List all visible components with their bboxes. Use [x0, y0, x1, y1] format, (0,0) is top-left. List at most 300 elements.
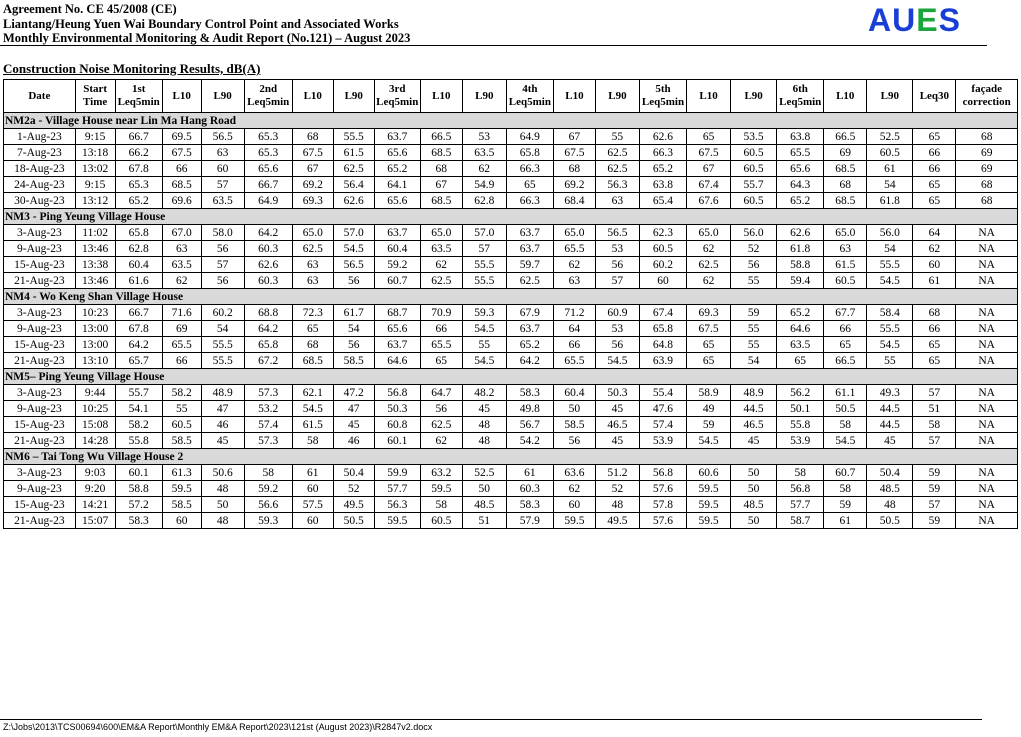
table-cell: 65.6 — [777, 161, 824, 177]
table-cell: 58 — [913, 417, 956, 433]
table-row — [4, 241, 1018, 257]
table-cell: 55 — [462, 337, 506, 353]
column-header: Date — [4, 80, 76, 113]
table-cell: 50.3 — [595, 385, 639, 401]
table-cell: 67 — [553, 129, 595, 145]
table-cell: 15-Aug-23 — [4, 417, 76, 433]
table-cell: 59.9 — [374, 465, 420, 481]
table-cell: 58.5 — [162, 497, 201, 513]
table-cell: 65.3 — [115, 177, 162, 193]
table-cell: 65 — [687, 129, 731, 145]
table-cell: 54.5 — [292, 401, 333, 417]
report-header — [3, 2, 410, 46]
table-cell: 44.5 — [867, 417, 913, 433]
table-cell: 9-Aug-23 — [4, 401, 76, 417]
table-cell: 65.2 — [639, 161, 686, 177]
table-cell: 63.5 — [201, 193, 244, 209]
table-cell: 58 — [420, 497, 462, 513]
table-cell: 68 — [956, 129, 1018, 145]
table-cell: 50.1 — [777, 401, 824, 417]
column-header: L90 — [201, 80, 244, 113]
column-header: L10 — [292, 80, 333, 113]
table-cell: 71.2 — [553, 305, 595, 321]
table-cell: 59.4 — [777, 273, 824, 289]
table-cell: 63.9 — [639, 353, 686, 369]
table-cell: 65.2 — [777, 193, 824, 209]
table-cell: 56 — [333, 273, 374, 289]
table-cell: 60.5 — [420, 513, 462, 529]
table-cell: 62 — [553, 481, 595, 497]
table-cell: 61 — [824, 513, 867, 529]
table-cell: 62.5 — [333, 161, 374, 177]
table-cell: 63.8 — [777, 129, 824, 145]
table-cell: 48 — [867, 497, 913, 513]
table-cell: 56.5 — [595, 225, 639, 241]
table-cell: 15-Aug-23 — [4, 497, 76, 513]
header-row — [4, 80, 1018, 113]
table-cell: 66.5 — [420, 129, 462, 145]
table-cell: 58 — [824, 417, 867, 433]
table-cell: 48.5 — [867, 481, 913, 497]
table-cell: 68.5 — [824, 193, 867, 209]
table-cell: 54.5 — [867, 273, 913, 289]
table-cell: 9-Aug-23 — [4, 241, 76, 257]
table-cell: 67.5 — [553, 145, 595, 161]
section-title: NM5– Ping Yeung Village House — [4, 369, 1018, 385]
table-cell: 60.2 — [201, 305, 244, 321]
table-cell: 56.6 — [244, 497, 292, 513]
table-cell: 65.5 — [553, 353, 595, 369]
table-cell: 48.2 — [462, 385, 506, 401]
table-cell: 63 — [595, 193, 639, 209]
table-cell: 67.0 — [162, 225, 201, 241]
table-cell: 65 — [913, 353, 956, 369]
section-title: NM6 – Tai Tong Wu Village House 2 — [4, 449, 1018, 465]
table-cell: 64 — [913, 225, 956, 241]
table-cell: 65.5 — [162, 337, 201, 353]
table-cell: 53.9 — [639, 433, 686, 449]
table-cell: 57.6 — [639, 481, 686, 497]
column-header: L90 — [462, 80, 506, 113]
column-header: 2nd Leq5min — [244, 80, 292, 113]
table-cell: 57 — [913, 385, 956, 401]
table-cell: 61 — [867, 161, 913, 177]
table-cell: 62.5 — [595, 161, 639, 177]
table-row — [4, 465, 1018, 481]
table-cell: 56 — [553, 433, 595, 449]
table-cell: 66 — [824, 321, 867, 337]
table-cell: 57.6 — [639, 513, 686, 529]
table-cell: 62 — [162, 273, 201, 289]
table-cell: NA — [956, 273, 1018, 289]
table-cell: 55.5 — [201, 337, 244, 353]
table-cell: 64.6 — [374, 353, 420, 369]
table-cell: 63.7 — [374, 225, 420, 241]
table-cell: 52 — [333, 481, 374, 497]
table-cell: 59.7 — [506, 257, 553, 273]
table-cell: 59 — [687, 417, 731, 433]
table-cell: 59.5 — [420, 481, 462, 497]
table-cell: 65.0 — [553, 225, 595, 241]
table-cell: 55 — [162, 401, 201, 417]
column-header: 5th Leq5min — [639, 80, 686, 113]
table-cell: 65.6 — [374, 193, 420, 209]
table-cell: 62.5 — [506, 273, 553, 289]
table-cell: 68 — [292, 337, 333, 353]
table-row — [4, 257, 1018, 273]
table-cell: 46.5 — [595, 417, 639, 433]
table-cell: 60.1 — [115, 465, 162, 481]
table-cell: 63.6 — [553, 465, 595, 481]
table-cell: 62.5 — [420, 417, 462, 433]
table-cell: 66.3 — [506, 161, 553, 177]
table-cell: 65.3 — [244, 145, 292, 161]
table-cell: 65.0 — [824, 225, 867, 241]
table-cell: 58 — [777, 465, 824, 481]
table-row — [4, 401, 1018, 417]
column-header: L10 — [553, 80, 595, 113]
header-report-title: Monthly Environmental Monitoring & Audit Report (No.121) – August 2023 — [3, 31, 411, 45]
table-cell: 24-Aug-23 — [4, 177, 76, 193]
table-cell: 59 — [913, 513, 956, 529]
table-cell: 9:20 — [75, 481, 115, 497]
column-header: L90 — [731, 80, 777, 113]
table-cell: NA — [956, 225, 1018, 241]
table-cell: 60.3 — [244, 273, 292, 289]
table-cell: 58.3 — [506, 385, 553, 401]
table-cell: 67.5 — [162, 145, 201, 161]
table-cell: 52.5 — [462, 465, 506, 481]
table-cell: 63.7 — [506, 225, 553, 241]
table-cell: 60.9 — [595, 305, 639, 321]
table-cell: 59 — [824, 497, 867, 513]
table-row — [4, 321, 1018, 337]
table-cell: 65.0 — [420, 225, 462, 241]
table-cell: 54.5 — [687, 433, 731, 449]
table-cell: 68 — [292, 129, 333, 145]
noise-results-table — [3, 79, 1018, 529]
table-cell: 57.7 — [374, 481, 420, 497]
table-cell: 30-Aug-23 — [4, 193, 76, 209]
table-row — [4, 129, 1018, 145]
table-cell: 45 — [201, 433, 244, 449]
table-row — [4, 145, 1018, 161]
table-row — [4, 513, 1018, 529]
table-cell: 65 — [506, 177, 553, 193]
table-cell: 48.9 — [731, 385, 777, 401]
table-row — [4, 385, 1018, 401]
table-cell: 67 — [687, 161, 731, 177]
table-cell: 63 — [292, 273, 333, 289]
table-cell: 55.5 — [462, 257, 506, 273]
table-cell: 57.4 — [244, 417, 292, 433]
table-cell: 57.0 — [462, 225, 506, 241]
table-cell: 55 — [731, 273, 777, 289]
table-cell: 63 — [292, 257, 333, 273]
table-cell: 58.3 — [115, 513, 162, 529]
table-cell: 54 — [867, 177, 913, 193]
table-cell: 60 — [913, 257, 956, 273]
table-cell: 58.5 — [162, 433, 201, 449]
table-cell: 60 — [639, 273, 686, 289]
table-row — [4, 417, 1018, 433]
table-cell: 68.5 — [824, 161, 867, 177]
table-cell: 61.1 — [824, 385, 867, 401]
table-cell: 64.2 — [244, 321, 292, 337]
table-cell: 55.4 — [639, 385, 686, 401]
table-cell: 60.6 — [687, 465, 731, 481]
table-cell: 62.5 — [292, 241, 333, 257]
table-cell: 48 — [595, 497, 639, 513]
table-cell: 55 — [595, 129, 639, 145]
table-cell: NA — [956, 433, 1018, 449]
table-cell: 56.0 — [731, 225, 777, 241]
table-cell: 46.5 — [731, 417, 777, 433]
table-cell: 59.2 — [244, 481, 292, 497]
table-cell: 48 — [462, 417, 506, 433]
table-cell: 3-Aug-23 — [4, 225, 76, 241]
table-cell: 50 — [731, 513, 777, 529]
table-cell: 48.5 — [731, 497, 777, 513]
table-cell: 55 — [731, 337, 777, 353]
table-cell: 69.2 — [292, 177, 333, 193]
table-cell: 53.2 — [244, 401, 292, 417]
table-cell: 66.7 — [115, 129, 162, 145]
table-cell: NA — [956, 513, 1018, 529]
table-cell: 66 — [913, 145, 956, 161]
table-cell: 69.3 — [687, 305, 731, 321]
table-cell: 61 — [292, 465, 333, 481]
table-cell: 62.6 — [777, 225, 824, 241]
table-cell: 14:28 — [75, 433, 115, 449]
section-title: NM2a - Village House near Lin Ma Hang Road — [4, 113, 1018, 129]
table-cell: 44.5 — [731, 401, 777, 417]
table-cell: 48.5 — [462, 497, 506, 513]
table-row — [4, 433, 1018, 449]
table-cell: NA — [956, 481, 1018, 497]
table-cell: 13:46 — [75, 241, 115, 257]
table-cell: 55.5 — [333, 129, 374, 145]
table-cell: 60.8 — [374, 417, 420, 433]
table-cell: 65.0 — [687, 225, 731, 241]
table-row — [4, 497, 1018, 513]
table-row — [4, 337, 1018, 353]
aues-logo — [868, 3, 961, 37]
table-cell: 61 — [506, 465, 553, 481]
table-cell: 50.6 — [201, 465, 244, 481]
table-cell: 63.7 — [374, 337, 420, 353]
table-row — [4, 193, 1018, 209]
table-cell: 66 — [162, 353, 201, 369]
table-cell: 60 — [201, 161, 244, 177]
table-cell: 66 — [913, 161, 956, 177]
table-cell: 48.9 — [201, 385, 244, 401]
table-cell: 13:38 — [75, 257, 115, 273]
section-row — [4, 449, 1018, 465]
section-row — [4, 289, 1018, 305]
table-cell: 65.7 — [115, 353, 162, 369]
table-cell: NA — [956, 337, 1018, 353]
table-cell: 52 — [595, 481, 639, 497]
table-cell: 65.2 — [777, 305, 824, 321]
table-cell: 54 — [201, 321, 244, 337]
table-cell: 45 — [333, 417, 374, 433]
header-divider — [0, 45, 987, 46]
table-cell: 56.3 — [595, 177, 639, 193]
table-cell: 21-Aug-23 — [4, 273, 76, 289]
table-cell: 55.7 — [731, 177, 777, 193]
table-cell: 58.4 — [867, 305, 913, 321]
table-cell: 56.3 — [374, 497, 420, 513]
table-cell: 65 — [420, 353, 462, 369]
table-cell: 67.5 — [687, 321, 731, 337]
table-cell: 49.8 — [506, 401, 553, 417]
table-cell: 58.5 — [553, 417, 595, 433]
table-cell: 57.3 — [244, 433, 292, 449]
table-cell: 21-Aug-23 — [4, 353, 76, 369]
table-cell: 69.2 — [553, 177, 595, 193]
table-cell: 56 — [595, 337, 639, 353]
table-cell: 57.2 — [115, 497, 162, 513]
table-row — [4, 353, 1018, 369]
table-cell: 72.3 — [292, 305, 333, 321]
table-cell: 66.5 — [824, 129, 867, 145]
table-cell: 59.5 — [374, 513, 420, 529]
table-cell: 64.8 — [639, 337, 686, 353]
table-cell: 65.5 — [420, 337, 462, 353]
table-cell: NA — [956, 305, 1018, 321]
table-cell: 63 — [162, 241, 201, 257]
table-cell: 47 — [201, 401, 244, 417]
table-cell: 69 — [956, 145, 1018, 161]
table-cell: 64.9 — [506, 129, 553, 145]
table-cell: 62.5 — [687, 257, 731, 273]
table-cell: 62.1 — [292, 385, 333, 401]
table-cell: 55.8 — [115, 433, 162, 449]
table-cell: 66.3 — [506, 193, 553, 209]
table-cell: 61.8 — [777, 241, 824, 257]
table-cell: 62.5 — [595, 145, 639, 161]
table-cell: 63.5 — [777, 337, 824, 353]
table-cell: 50.5 — [333, 513, 374, 529]
table-cell: 65 — [913, 129, 956, 145]
table-cell: 48 — [201, 481, 244, 497]
table-cell: 68.4 — [553, 193, 595, 209]
table-cell: 56.2 — [777, 385, 824, 401]
table-cell: 64.2 — [506, 353, 553, 369]
table-cell: 59.3 — [462, 305, 506, 321]
table-cell: 60 — [292, 513, 333, 529]
table-cell: 59 — [913, 465, 956, 481]
table-cell: 9-Aug-23 — [4, 481, 76, 497]
table-cell: 54 — [333, 321, 374, 337]
table-cell: 15-Aug-23 — [4, 337, 76, 353]
table-cell: 62.8 — [462, 193, 506, 209]
table-cell: 21-Aug-23 — [4, 513, 76, 529]
table-cell: 15:08 — [75, 417, 115, 433]
table-cell: 15-Aug-23 — [4, 257, 76, 273]
table-cell: 69 — [956, 161, 1018, 177]
table-cell: 71.6 — [162, 305, 201, 321]
table-cell: 58.3 — [506, 497, 553, 513]
table-cell: 67.8 — [115, 161, 162, 177]
table-cell: 66 — [162, 161, 201, 177]
table-cell: 56 — [333, 337, 374, 353]
section-title: NM3 - Ping Yeung Village House — [4, 209, 1018, 225]
table-cell: 69 — [824, 145, 867, 161]
table-cell: 65 — [913, 177, 956, 193]
column-header: L90 — [867, 80, 913, 113]
table-cell: 51 — [462, 513, 506, 529]
table-cell: 61.6 — [115, 273, 162, 289]
table-cell: 13:12 — [75, 193, 115, 209]
table-cell: 68.8 — [244, 305, 292, 321]
table-cell: 60.7 — [374, 273, 420, 289]
footer-file-path: Z:\Jobs\2013\TCS00694\600\EM&A Report\Monthly EM&A Report\2023\121st (August 2023)\R2847v2.docx — [3, 722, 433, 732]
table-cell: 67.8 — [115, 321, 162, 337]
table-cell: 68 — [824, 177, 867, 193]
table-cell: 9:15 — [75, 129, 115, 145]
table-cell: 56.8 — [777, 481, 824, 497]
table-cell: 65.8 — [506, 145, 553, 161]
logo-letter-s: S — [938, 2, 961, 38]
table-cell: 67.2 — [244, 353, 292, 369]
table-cell: 62 — [913, 241, 956, 257]
table-cell: 59.5 — [162, 481, 201, 497]
table-cell: 9-Aug-23 — [4, 321, 76, 337]
table-cell: 68 — [956, 177, 1018, 193]
table-cell: 56.8 — [374, 385, 420, 401]
table-cell: 45 — [462, 401, 506, 417]
table-cell: 58.8 — [115, 481, 162, 497]
table-cell: 65.8 — [639, 321, 686, 337]
table-cell: 13:18 — [75, 145, 115, 161]
column-header: L10 — [162, 80, 201, 113]
table-cell: 56.5 — [201, 129, 244, 145]
table-cell: 51.2 — [595, 465, 639, 481]
table-cell: 45 — [595, 401, 639, 417]
table-cell: 68 — [553, 161, 595, 177]
table-cell: 13:00 — [75, 337, 115, 353]
table-cell: 64.2 — [115, 337, 162, 353]
table-cell: 63.2 — [420, 465, 462, 481]
table-cell: 69.6 — [162, 193, 201, 209]
table-cell: 67.5 — [687, 145, 731, 161]
section-row — [4, 113, 1018, 129]
table-cell: 68 — [913, 305, 956, 321]
table-cell: 45 — [595, 433, 639, 449]
table-cell: 57 — [595, 273, 639, 289]
table-cell: 57 — [201, 177, 244, 193]
table-cell: 66 — [553, 337, 595, 353]
table-cell: 68.5 — [292, 353, 333, 369]
table-cell: 60.5 — [731, 161, 777, 177]
table-cell: 57.5 — [292, 497, 333, 513]
table-cell: 65.4 — [639, 193, 686, 209]
table-cell: 60 — [553, 497, 595, 513]
table-cell: NA — [956, 465, 1018, 481]
table-cell: 56.7 — [506, 417, 553, 433]
column-header: 4th Leq5min — [506, 80, 553, 113]
table-cell: 53 — [595, 241, 639, 257]
table-cell: 50 — [462, 481, 506, 497]
table-cell: 65 — [777, 353, 824, 369]
table-cell: 56.0 — [867, 225, 913, 241]
table-cell: 61.5 — [824, 257, 867, 273]
table-cell: 65.6 — [244, 161, 292, 177]
table-cell: 62 — [553, 257, 595, 273]
table-cell: 59.5 — [687, 513, 731, 529]
